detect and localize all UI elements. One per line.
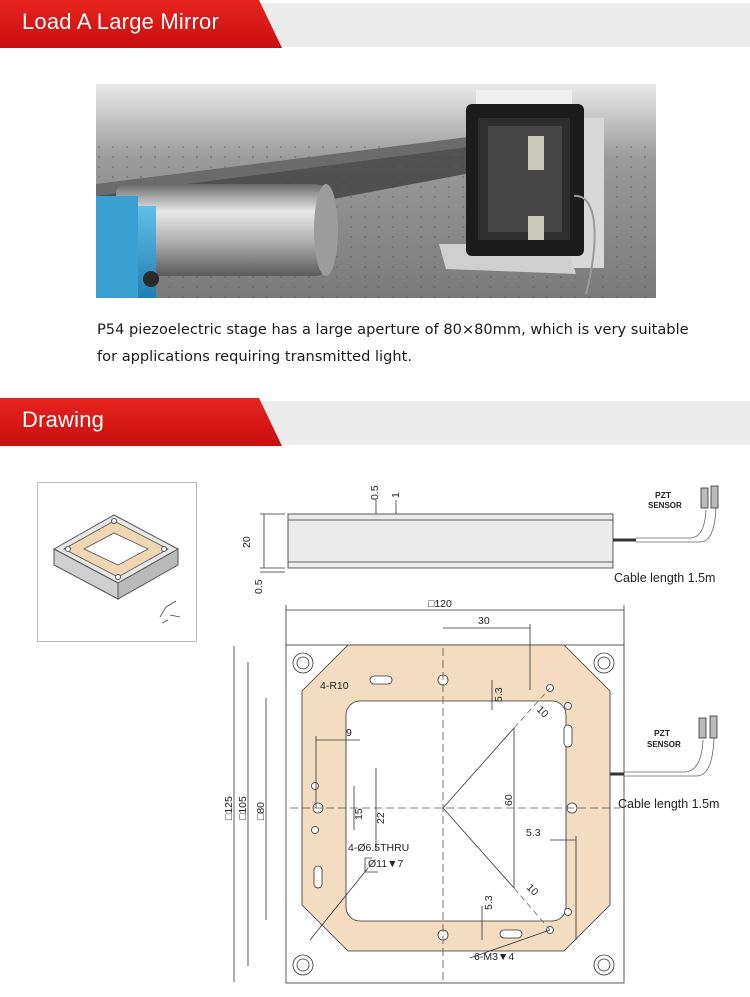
stage-description: P54 piezoelectric stage has a large aperture of 80×80mm, which is very suitable for applications requiring transmitted light. [97, 321, 689, 365]
label-r10: 4-R10 [320, 680, 349, 692]
dim-125: □125 [223, 796, 235, 820]
dim-22: 22 [375, 812, 387, 824]
cable-length-top: Cable length 1.5m [614, 571, 716, 585]
dim-30: 30 [478, 615, 490, 627]
dim-0-5-bottom: 0.5 [253, 579, 265, 594]
dim-1: 1 [390, 492, 402, 498]
label-cbore: Ø11▼7 [368, 858, 404, 870]
mirror-photo [96, 84, 656, 298]
dim-5-3-b: 5.3 [526, 827, 541, 839]
dim-9: 9 [346, 727, 352, 739]
technical-drawing [200, 470, 750, 995]
isometric-thumbnail [37, 482, 197, 642]
sensor-label-top: SENSOR [648, 501, 682, 510]
section-header-mirror [0, 0, 750, 50]
section-header-drawing [0, 398, 750, 448]
pzt-label-top: PZT [655, 490, 672, 500]
dim-10-a: 10 [533, 703, 551, 721]
cable-length-bottom: Cable length 1.5m [618, 797, 720, 811]
dim-15: 15 [353, 808, 365, 820]
dim-105: □105 [237, 796, 249, 820]
dim-80: □80 [255, 801, 267, 820]
label-m3: 6-M3▼4 [474, 951, 515, 963]
label-thru: 4-Ø6.5THRU [348, 842, 410, 854]
dim-20: 20 [241, 536, 253, 548]
dimension-drawing [200, 470, 750, 995]
dim-5-3-c: 5.3 [483, 895, 495, 910]
isometric-stage-illustration [38, 483, 196, 641]
mirror-photo-illustration [96, 84, 656, 298]
section-title-mirror: Load A Large Mirror [22, 9, 220, 34]
dim-60: 60 [503, 794, 515, 806]
pzt-label-bottom: PZT [654, 728, 671, 738]
dim-0-5-top: 0.5 [369, 485, 381, 500]
section-title-drawing: Drawing [22, 407, 105, 432]
dim-10-b: 10 [523, 881, 541, 899]
dim-120: □120 [428, 598, 452, 610]
dim-5-3-a: 5.3 [493, 687, 505, 702]
sensor-label-bottom: SENSOR [647, 740, 681, 749]
